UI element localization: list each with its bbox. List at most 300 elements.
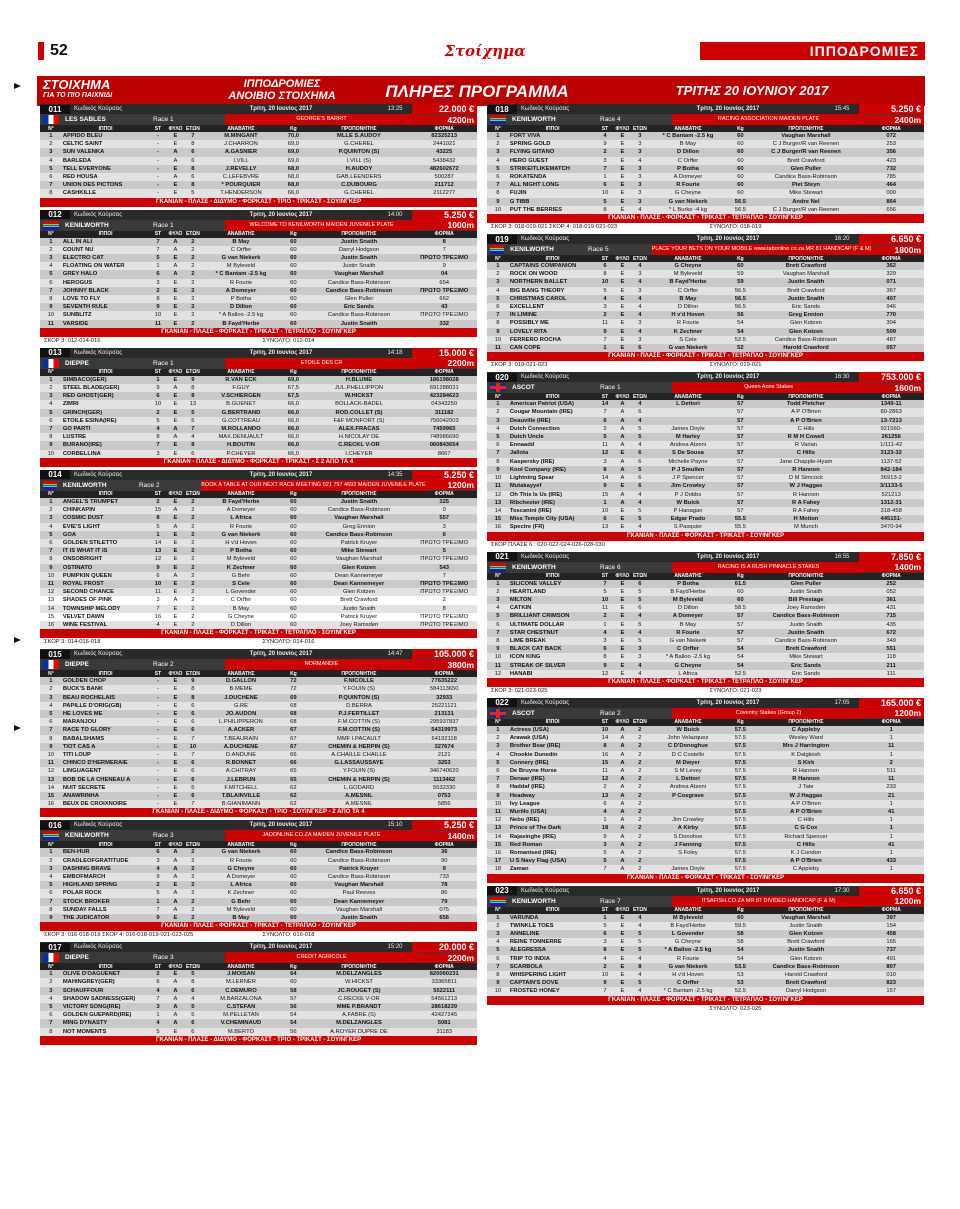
horse-name: ETOILE ESINA(IRE) bbox=[62, 417, 149, 425]
form: 445151- bbox=[858, 515, 924, 523]
jockey: H v'd Hoven bbox=[202, 539, 281, 547]
table-row bbox=[487, 629, 924, 637]
trainer: F.NICOLLE bbox=[307, 677, 412, 685]
form: 9 bbox=[411, 262, 477, 270]
weight: 57 bbox=[727, 629, 753, 637]
trainer: Vaughan Marshall bbox=[307, 906, 412, 914]
runner-number: 8 bbox=[40, 735, 62, 743]
column-header: ΦΥΛΟ bbox=[168, 369, 183, 376]
weight: 60 bbox=[280, 303, 306, 311]
form: 11 bbox=[858, 775, 924, 783]
jockey: * L Burke -4 kg bbox=[649, 206, 728, 214]
runner-number: 10 bbox=[40, 751, 62, 759]
race-number: Race 1 bbox=[600, 384, 621, 392]
race-track: KENILWORTH bbox=[512, 897, 556, 905]
table-row bbox=[40, 702, 477, 710]
column-header: ΕΤΩΝ bbox=[632, 573, 647, 580]
stall: 15 bbox=[596, 491, 613, 499]
sex: E bbox=[614, 963, 631, 971]
trainer: Y.FOUIN (S) bbox=[307, 685, 412, 693]
race-header-bottom bbox=[40, 830, 477, 841]
weight: 56.5 bbox=[727, 206, 753, 214]
horse-name: HE LOVES ME bbox=[62, 710, 149, 718]
sex: E bbox=[167, 792, 184, 800]
stall: 4 bbox=[596, 295, 613, 303]
form: 1 bbox=[858, 751, 924, 759]
combo-total bbox=[706, 541, 925, 549]
bet-types: ΓΚΑΝΙΑΝ - ΠΛΑΣΕ - ΦΟΡΚΑΣΤ - ΤΡΙΚΑΣΤ - ΤΕΤΡΑΠΛΟ - ΣΟΥΙΝΓΚΕΡ bbox=[487, 352, 924, 361]
column-header: ΙΠΠΟΙ bbox=[509, 907, 596, 914]
trainer: W.HICKST bbox=[307, 978, 412, 986]
stall: 5 bbox=[596, 849, 613, 857]
horse-name: Spectre (FR) bbox=[509, 523, 596, 531]
jockey: G Cheyne bbox=[649, 189, 728, 197]
age: 5 bbox=[184, 1003, 201, 1011]
trainer: Vaughan Marshall bbox=[307, 270, 412, 278]
country-flag-icon bbox=[490, 563, 506, 572]
age: 2 bbox=[184, 279, 201, 287]
form: ΠΡΩΤΟ ΤΡΕΞΙΜΟ bbox=[411, 580, 477, 588]
runner-number: 4 bbox=[487, 751, 509, 759]
trainer: Justin Snaith bbox=[307, 914, 412, 922]
weight: 54 bbox=[727, 955, 753, 963]
trainer: Eric Sands bbox=[754, 662, 859, 670]
trainer: C Hills bbox=[754, 816, 859, 824]
runners-table-head bbox=[40, 125, 477, 132]
runners-table bbox=[40, 963, 477, 1036]
sex: A bbox=[167, 384, 184, 392]
table-row bbox=[40, 392, 477, 400]
stall: 16 bbox=[154, 613, 162, 620]
weight: 60 bbox=[280, 531, 306, 539]
weight: 68,0 bbox=[280, 173, 306, 181]
stall: 4 bbox=[149, 621, 166, 629]
page-number-text: 52 bbox=[50, 42, 68, 60]
stall: 5 bbox=[596, 588, 613, 596]
weight: 59.5 bbox=[727, 922, 753, 930]
column-header: ΙΠΠΟΙ bbox=[509, 719, 596, 726]
sex: A bbox=[167, 857, 184, 865]
weight: 60 bbox=[727, 262, 753, 270]
jockey: C Orffer bbox=[230, 597, 252, 604]
trainer: D M Simcock bbox=[754, 474, 859, 482]
jockey: C Orffer bbox=[202, 246, 281, 254]
sex: A bbox=[167, 262, 184, 270]
sex: E bbox=[167, 580, 184, 588]
weight: 66,0 bbox=[280, 425, 306, 433]
sex: A bbox=[614, 833, 631, 841]
horse-name: ICON KING bbox=[509, 653, 596, 661]
weight: 57 bbox=[727, 482, 753, 490]
race-code-label: Κωδικός Κούρσας bbox=[74, 471, 123, 478]
horse-name: MILTON bbox=[509, 596, 596, 604]
weight: 66,0 bbox=[280, 433, 306, 441]
form: 252 bbox=[858, 580, 924, 588]
runner-number: 2 bbox=[487, 270, 509, 278]
runners-table-head bbox=[40, 369, 477, 376]
age: 2 bbox=[184, 605, 201, 613]
runners-table bbox=[487, 125, 924, 214]
age: 2 bbox=[631, 833, 648, 841]
weight: 66,0 bbox=[280, 189, 306, 197]
column-header: ΠΡΟΠΟΝΗΤΗΣ bbox=[307, 491, 412, 498]
race-track: DIEPPE bbox=[65, 359, 89, 367]
trainer: Glen Kotzen bbox=[307, 588, 412, 596]
column-header: ΦΟΡΜΑ bbox=[858, 573, 924, 580]
trainer: Justin Snaith bbox=[307, 320, 412, 328]
sex: E bbox=[614, 946, 631, 954]
trainer: Candice Bass-Robinson bbox=[307, 531, 412, 539]
bet-types: ΓΚΑΝΙΑΝ - ΠΛΑΣΕ - ΦΟΡΚΑΣΤ - ΤΡΙΚΑΣΤ - ΤΕΤΡΑΠΛΟ - ΣΟΥΙΝΓΚΕΡ bbox=[40, 328, 477, 337]
jockey: * POURQUIER bbox=[202, 181, 281, 189]
race-name: CREDIT AGRICOLE bbox=[225, 952, 418, 963]
column-header: ΑΝΑΒΑΤΗΣ bbox=[202, 231, 281, 238]
column-header: ΑΝΑΒΑΤΗΣ bbox=[202, 963, 281, 970]
race-code: 016 bbox=[40, 821, 70, 830]
stall: - bbox=[149, 685, 166, 693]
weight: 60 bbox=[280, 238, 306, 246]
weight: 57.5 bbox=[727, 808, 753, 816]
page-number bbox=[38, 42, 68, 60]
horse-name: Dutch Connection bbox=[509, 425, 596, 433]
horse-name: SEVENTH RULE bbox=[62, 303, 149, 311]
runner-number: 3 bbox=[40, 987, 62, 995]
stall: 8 bbox=[149, 514, 166, 522]
column-header: Ν° bbox=[40, 670, 62, 677]
table-row bbox=[40, 776, 477, 784]
table-row bbox=[487, 181, 924, 189]
trainer: C Appleby bbox=[754, 726, 859, 734]
sex: E bbox=[167, 165, 184, 173]
stall: - bbox=[149, 718, 166, 726]
stall: 12 bbox=[596, 449, 613, 457]
column-header: Kg bbox=[727, 393, 753, 400]
runner-number: 3 bbox=[40, 514, 62, 522]
trainer: Joey Ramsden bbox=[754, 604, 859, 612]
race-header-top bbox=[40, 470, 477, 480]
form: 423284623 bbox=[411, 392, 477, 400]
table-row bbox=[40, 857, 477, 865]
stall: 10 bbox=[149, 400, 166, 408]
race-name: GEORGE'S BARRIT bbox=[225, 114, 418, 125]
age: 4 bbox=[631, 971, 648, 979]
weight: 69,0 bbox=[280, 157, 306, 165]
horse-name: ROCK ON WOOD bbox=[509, 270, 596, 278]
sex: A bbox=[614, 841, 631, 849]
weight: 70,0 bbox=[280, 132, 306, 140]
sex: A bbox=[167, 270, 184, 278]
runner-number: 3 bbox=[40, 148, 62, 156]
age: 5 bbox=[631, 433, 648, 441]
form: 33365811 bbox=[411, 978, 477, 986]
sex: A bbox=[614, 425, 631, 433]
runner-number: 1 bbox=[40, 376, 62, 384]
trainer: C J Burger/R van Reenen bbox=[754, 148, 859, 156]
age: 4 bbox=[631, 417, 648, 425]
bet-types: ΓΚΑΝΙΑΝ - ΠΛΑΣΕ - ΦΟΡΚΑΣΤ - ΤΡΙΚΑΣΤ - ΤΕΤΡΑΠΛΟ - ΣΟΥΙΝΓΚΕΡ bbox=[487, 214, 924, 223]
weight: 57 bbox=[727, 408, 753, 416]
horse-name: EVIE'S LIGHT bbox=[62, 523, 149, 531]
sex: E bbox=[167, 677, 184, 685]
race-code-label: Κωδικός Κούρσας bbox=[74, 944, 123, 951]
race-block bbox=[40, 820, 477, 939]
sex: E bbox=[614, 523, 631, 531]
trainer: S Kirk bbox=[754, 759, 859, 767]
form: 295937837 bbox=[411, 718, 477, 726]
runner-number: 1 bbox=[40, 498, 62, 506]
column-header: ΕΤΩΝ bbox=[185, 369, 200, 376]
runner-number: 11 bbox=[487, 808, 509, 816]
stall: 6 bbox=[596, 417, 613, 425]
column-header: ΦΟΡΜΑ bbox=[858, 719, 924, 726]
race-prize: 5.250 € bbox=[412, 820, 477, 830]
age: 4 bbox=[631, 441, 648, 449]
stall: 1 bbox=[149, 262, 166, 270]
jockey: S Cele bbox=[649, 336, 728, 344]
horse-name: HEARTLAND bbox=[509, 588, 596, 596]
stall: 7 bbox=[149, 906, 166, 914]
table-row bbox=[40, 588, 477, 596]
stall: 3 bbox=[596, 938, 613, 946]
horse-name: GOLDEN GUEPARD(IRE) bbox=[62, 1011, 149, 1019]
form: 5532330 bbox=[411, 784, 477, 792]
margin-arrow-icon bbox=[14, 725, 21, 731]
age: 6 bbox=[184, 718, 201, 726]
jockey: B May bbox=[649, 621, 728, 629]
race-header-top bbox=[40, 348, 477, 358]
runner-number: 1 bbox=[487, 132, 509, 140]
age: 8 bbox=[631, 963, 648, 971]
runners-table bbox=[40, 369, 477, 458]
jockey: B Fayd'Herbe bbox=[202, 320, 281, 328]
runner-number: 7 bbox=[487, 449, 509, 457]
age: 9 bbox=[184, 677, 201, 685]
horse-name: FLYING GITANO bbox=[509, 148, 596, 156]
jockey: G.COTTREAU bbox=[202, 417, 281, 425]
sex: A bbox=[614, 808, 631, 816]
sex: E bbox=[614, 287, 631, 295]
table-row bbox=[487, 206, 924, 214]
jockey: D Dillon bbox=[202, 621, 281, 629]
race-track: KENILWORTH bbox=[65, 221, 109, 229]
runner-number: 5 bbox=[487, 612, 509, 620]
runner-number: 4 bbox=[487, 157, 509, 165]
jockey: R Fourie bbox=[649, 629, 728, 637]
horse-name: STREAK OF SILVER bbox=[509, 662, 596, 670]
runner-number: 13 bbox=[487, 499, 509, 507]
age: 6 bbox=[184, 450, 201, 458]
jockey: James Doyle bbox=[649, 425, 728, 433]
runner-number: 17 bbox=[487, 857, 509, 865]
weight: 58.5 bbox=[727, 604, 753, 612]
runner-number: 1 bbox=[40, 238, 62, 246]
column-header: ΠΡΟΠΟΝΗΤΗΣ bbox=[754, 907, 859, 914]
sex: A bbox=[167, 506, 184, 514]
jockey: S De Sousa bbox=[649, 449, 728, 457]
table-row bbox=[487, 857, 924, 865]
weight: 57 bbox=[727, 621, 753, 629]
sex: A bbox=[614, 865, 631, 873]
stall: 2 bbox=[596, 148, 613, 156]
jockey: P Cosgrave bbox=[649, 792, 728, 800]
horse-name: STAR CHESTNUT bbox=[509, 629, 596, 637]
age: 3 bbox=[631, 270, 648, 278]
sex: A bbox=[167, 523, 184, 531]
age: 3 bbox=[631, 132, 648, 140]
weight: 60 bbox=[280, 621, 306, 629]
stall: 10 bbox=[596, 971, 613, 979]
horse-name: Red Roman bbox=[509, 841, 596, 849]
table-row bbox=[40, 873, 477, 881]
weight: 52 bbox=[727, 344, 753, 352]
stall: - bbox=[149, 735, 166, 743]
form: 82325213 bbox=[411, 132, 477, 140]
trainer: Justin Snaith bbox=[307, 498, 412, 506]
jockey: A Domeyer bbox=[202, 287, 281, 295]
trainer: Brett Crawford bbox=[754, 645, 859, 653]
age: 2 bbox=[184, 873, 201, 881]
weight: 60 bbox=[280, 262, 306, 270]
weight: 60 bbox=[280, 889, 306, 897]
runner-number: 7 bbox=[40, 1019, 62, 1027]
sex: E bbox=[614, 588, 631, 596]
sex: E bbox=[167, 279, 184, 287]
horse-name: ZIMRI bbox=[62, 400, 149, 408]
horse-name: VARUNDA bbox=[509, 914, 596, 922]
race-time: 14:18 bbox=[387, 349, 403, 356]
table-row bbox=[487, 278, 924, 286]
runner-number: 3 bbox=[40, 392, 62, 400]
runner-number: 11 bbox=[40, 320, 62, 328]
runners-table bbox=[487, 719, 924, 874]
stall: 2 bbox=[149, 498, 166, 506]
age: 4 bbox=[631, 328, 648, 336]
age: 6 bbox=[631, 408, 648, 416]
table-row bbox=[40, 148, 477, 156]
race-date: Τρίτη, 20 Ιουνίος 2017 bbox=[249, 651, 313, 658]
age: 2 bbox=[184, 906, 201, 914]
weight: 57 bbox=[727, 425, 753, 433]
horse-name: BLACK CAT BACK bbox=[509, 645, 596, 653]
form: 3/1133-5 bbox=[858, 482, 924, 490]
form: 010 bbox=[858, 971, 924, 979]
age: 7 bbox=[184, 132, 201, 140]
age: 4 bbox=[631, 303, 648, 311]
bet-types: ΓΚΑΝΙΑΝ - ΠΛΑΣΕ - ΦΟΡΚΑΣΤ - ΤΡΙΚΑΣΤ - ΤΕΤΡΑΠΛΟ - ΣΟΥΙΝΓΚΕΡ bbox=[40, 629, 477, 638]
runner-number: 10 bbox=[487, 653, 509, 661]
stall: 10 bbox=[596, 507, 613, 515]
stall: 3 bbox=[149, 857, 166, 865]
sex: E bbox=[167, 718, 184, 726]
stall: 14 bbox=[596, 474, 613, 482]
stall: 11 bbox=[149, 588, 166, 596]
stall: 13 bbox=[596, 792, 613, 800]
stall: 12 bbox=[596, 670, 613, 678]
stall: 3 bbox=[596, 458, 613, 466]
age: 8 bbox=[184, 384, 201, 392]
column-header: ΙΠΠΟΙ bbox=[509, 573, 596, 580]
stall: 11 bbox=[596, 441, 613, 449]
horse-name: RED GHOST(GER) bbox=[62, 392, 149, 400]
form: 3 bbox=[411, 523, 477, 531]
race-block bbox=[487, 372, 924, 548]
runner-number: 15 bbox=[40, 792, 62, 800]
age: 5 bbox=[631, 621, 648, 629]
table-row bbox=[40, 425, 477, 433]
trainer: Richard Spencer bbox=[754, 833, 859, 841]
race-header-bottom bbox=[40, 220, 477, 231]
table-row bbox=[487, 173, 924, 181]
horse-name: BARLEDA bbox=[62, 157, 149, 165]
table-row bbox=[40, 767, 477, 775]
trainer: R Hannon bbox=[754, 767, 859, 775]
table-row bbox=[487, 189, 924, 197]
form: 42427245 bbox=[411, 1011, 477, 1019]
jockey: A Domeyer bbox=[649, 173, 728, 181]
horse-name: IT IS WHAT IT IS bbox=[62, 547, 149, 555]
stall: - bbox=[149, 759, 166, 767]
runner-number: 4 bbox=[487, 425, 509, 433]
horse-name: Ennaadd bbox=[509, 441, 596, 449]
trainer: Justin Snaith bbox=[307, 262, 412, 270]
horse-name: NUIT SECRETE bbox=[62, 784, 149, 792]
jockey: M.BERTO bbox=[202, 1028, 281, 1036]
column-header: ΑΝΑΒΑΤΗΣ bbox=[649, 573, 728, 580]
horse-name: Jallota bbox=[509, 449, 596, 457]
horse-name: PAPILLE D'ORIG(GB) bbox=[62, 702, 149, 710]
race-track: KENILWORTH bbox=[510, 246, 554, 254]
form: 8 bbox=[411, 605, 477, 613]
jockey: D Dillon bbox=[649, 303, 728, 311]
age: 4 bbox=[631, 206, 648, 214]
form: ΠΡΩΤΟ ΤΡΕΞΙΜΟ bbox=[411, 555, 477, 563]
age: 4 bbox=[631, 612, 648, 620]
jockey: L Dettori bbox=[649, 775, 728, 783]
jockey bbox=[649, 417, 728, 425]
race-prize: 6.650 € bbox=[859, 886, 924, 896]
weight: 60 bbox=[280, 865, 306, 873]
age: 2 bbox=[184, 621, 201, 629]
weight: 57.5 bbox=[727, 734, 753, 742]
column-header: ΠΡΟΠΟΝΗΤΗΣ bbox=[754, 255, 859, 262]
form: 397 bbox=[858, 914, 924, 922]
jockey: J.REVELLY bbox=[202, 165, 281, 173]
horse-name: SCARBOLA bbox=[509, 963, 596, 971]
column-header: ΑΝΑΒΑΤΗΣ bbox=[649, 907, 728, 914]
jockey: P Botha bbox=[649, 165, 728, 173]
horse-name: CATKIN bbox=[509, 604, 596, 612]
race-time: 14:35 bbox=[387, 471, 403, 478]
weight: 57.5 bbox=[727, 824, 753, 832]
jockey: S Pasquier bbox=[649, 523, 728, 531]
trainer: J Tate bbox=[754, 783, 859, 791]
stall: 8 bbox=[596, 270, 613, 278]
jockey: S Foley bbox=[649, 849, 728, 857]
form: 213131 bbox=[411, 710, 477, 718]
age: 2 bbox=[184, 246, 201, 254]
sex: A bbox=[614, 792, 631, 800]
runner-number: 10 bbox=[487, 987, 509, 995]
table-row bbox=[487, 808, 924, 816]
form: 656 bbox=[411, 914, 477, 922]
country-flag-icon bbox=[43, 660, 59, 669]
weight: 57.5 bbox=[727, 742, 753, 750]
race-date: Τρίτη, 20 Ιουνίος 2017 bbox=[696, 236, 760, 243]
horse-name: GREY HALO bbox=[62, 270, 149, 278]
weight: 69,0 bbox=[280, 376, 306, 384]
race-distance: 4200m bbox=[418, 115, 477, 125]
form: 28618239 bbox=[411, 1003, 477, 1011]
